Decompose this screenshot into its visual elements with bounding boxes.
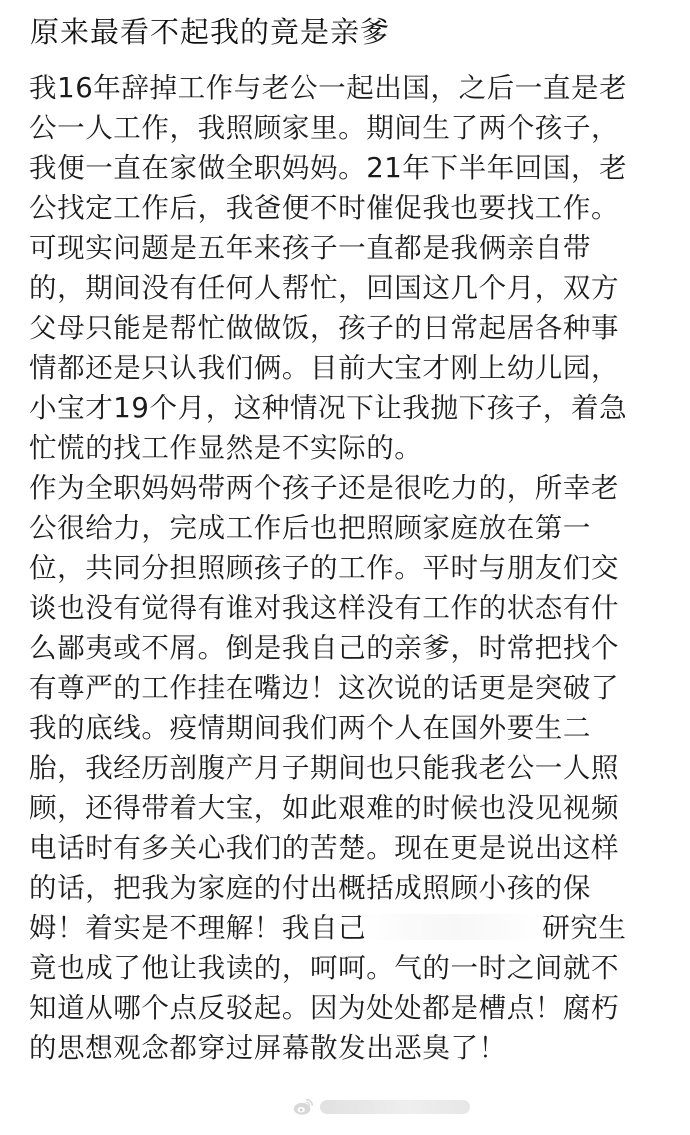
post-title: 原来最看不起我的竟是亲爹 [30,15,391,49]
post-line: 么鄙夷或不屑。倒是我自己的亲爹，时常把找个 [29,632,620,664]
post-line: 胎，我经历剖腹产月子期间也只能我老公一人照 [29,752,620,784]
post-line: 情都还是只认我们俩。目前大宝才刚上幼儿园， [29,352,620,384]
post-line: 电话时有多关心我们的苦楚。现在更是说出这样 [29,832,620,864]
post-line: 竟也成了他让我读的，呵呵。气的一时之间就不 [29,952,620,984]
post-line: 作为全职妈妈带两个孩子还是很吃力的，所幸老 [29,472,620,504]
post-line: 父母只能是帮忙做做饭，孩子的日常起居各种事 [29,312,620,344]
post-line: 公一人工作，我照顾家里。期间生了两个孩子， [29,112,620,144]
line-text-after-redaction: 研究生 [542,912,627,944]
post-line: 可现实问题是五年来孩子一直都是我俩亲自带 [29,232,591,264]
watermark-text-blurred [320,1100,470,1114]
weibo-logo-icon [292,1096,314,1118]
post-line: 的话，把我为家庭的付出概括成照顾小孩的保 [29,872,591,904]
post-line: 有尊严的工作挂在嘴边！这次说的话更是突破了 [29,672,620,704]
post-line: 我便一直在家做全职妈妈。21年下半年回国，老 [29,152,628,184]
post-line: 的思想观念都穿过屏幕散发出恶臭了！ [29,1032,507,1064]
post-line: 顾，还得带着大宝，如此艰难的时候也没见视频 [29,792,620,824]
post-body [29,68,669,1068]
post-line: 位，共同分担照顾孩子的工作。平时与朋友们交 [29,552,620,584]
post-line: 谈也没有觉得有谁对我这样没有工作的状态有什 [29,592,620,624]
post-line: 我的底线。疫情期间我们两个人在国外要生二 [29,712,591,744]
post-line: 的，期间没有任何人帮忙，回国这几个月，双方 [29,272,620,304]
post-line-redacted [29,908,669,948]
redacted-blur [366,914,542,940]
post-line: 小宝才19个月，这种情况下让我抛下孩子，着急 [29,392,628,424]
post-line: 公找定工作后，我爸便不时催促我也要找工作。 [29,192,620,224]
post-line: 公很给力，完成工作后也把照顾家庭放在第一 [29,512,591,544]
line-text-before-redaction: 姆！着实是不理解！我自己 [29,912,367,944]
post-line: 我16年辞掉工作与老公一起出国，之后一直是老 [29,72,628,104]
watermark [292,1094,470,1120]
post-line: 知道从哪个点反驳起。因为处处都是槽点！腐朽 [29,992,620,1024]
post-line: 忙慌的找工作显然是不实际的。 [29,432,423,464]
